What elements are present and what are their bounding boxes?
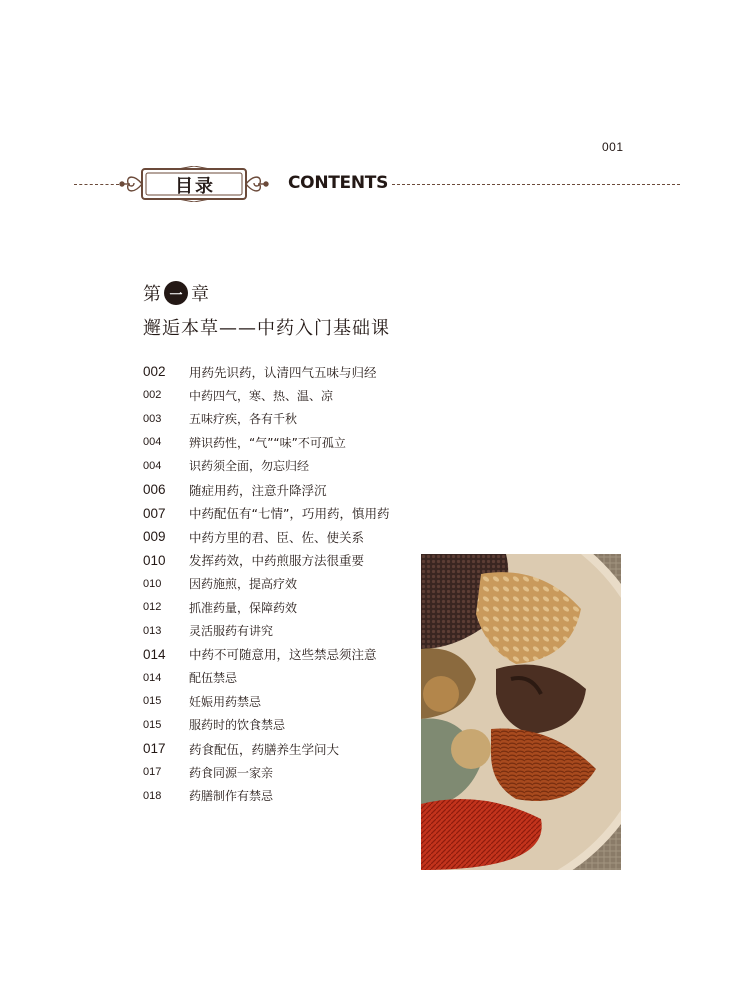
toc-page-number: 007 xyxy=(143,505,166,521)
chapter-prefix: 第 xyxy=(143,284,161,305)
left-flourish-icon xyxy=(120,177,142,191)
toc-entry-title: 中药不可随意用，这些禁忌须注意 xyxy=(189,647,377,663)
toc-list xyxy=(143,360,389,807)
toc-page-number: 018 xyxy=(143,789,162,802)
chapter-number-line xyxy=(143,278,390,308)
toc-entry[interactable] xyxy=(143,595,389,619)
toc-entry-title: 因药施煎，提高疗效 xyxy=(189,577,298,592)
toc-entry[interactable] xyxy=(143,478,389,502)
toc-page-number: 003 xyxy=(143,412,162,425)
contents-label: CONTENTS xyxy=(288,173,389,193)
toc-entry[interactable] xyxy=(143,784,389,808)
toc-entry[interactable] xyxy=(143,384,389,408)
toc-page-number: 014 xyxy=(143,646,166,662)
toc-entry-title: 随症用药，注意升降浮沉 xyxy=(189,482,327,498)
toc-entry-title: 发挥药效，中药煎服方法很重要 xyxy=(189,553,365,569)
toc-entry-title: 药食配伍，药膳养生学问大 xyxy=(189,741,340,757)
toc-entry[interactable] xyxy=(143,619,389,643)
toc-entry[interactable] xyxy=(143,525,389,549)
chapter-heading xyxy=(143,278,390,340)
toc-entry-title: 用药先识药，认清四气五味与归经 xyxy=(189,364,377,380)
page-number: 001 xyxy=(602,140,624,154)
toc-page-number: 012 xyxy=(143,601,162,614)
toc-title: 目录 xyxy=(175,176,215,197)
chapter-title: 邂逅本草——中药入门基础课 xyxy=(143,318,390,339)
toc-entry-title: 妊娠用药禁忌 xyxy=(189,694,262,709)
toc-entry[interactable] xyxy=(143,407,389,431)
toc-entry[interactable] xyxy=(143,666,389,690)
dotted-rule-left xyxy=(74,184,119,185)
toc-entry[interactable] xyxy=(143,548,389,572)
dotted-rule-right xyxy=(392,184,680,185)
toc-entry[interactable] xyxy=(143,501,389,525)
toc-page-number: 004 xyxy=(143,436,162,449)
chapter-number-badge: 一 xyxy=(164,281,188,305)
toc-entry-title: 配伍禁忌 xyxy=(189,671,238,686)
toc-page-number: 009 xyxy=(143,529,166,545)
toc-entry[interactable] xyxy=(143,737,389,761)
toc-entry-title: 识药须全面，勿忘归经 xyxy=(189,459,310,474)
toc-entry[interactable] xyxy=(143,431,389,455)
right-flourish-icon xyxy=(246,177,268,191)
toc-entry[interactable] xyxy=(143,690,389,714)
toc-page-number: 013 xyxy=(143,624,162,637)
toc-entry[interactable] xyxy=(143,360,389,384)
toc-page-number: 010 xyxy=(143,577,162,590)
herb-platter-photo xyxy=(421,554,621,870)
toc-entry[interactable] xyxy=(143,454,389,478)
toc-entry-title: 灵活服药有讲究 xyxy=(189,624,274,639)
toc-page-number: 017 xyxy=(143,741,166,757)
toc-entry[interactable] xyxy=(143,713,389,737)
toc-entry[interactable] xyxy=(143,760,389,784)
toc-page-number: 014 xyxy=(143,671,162,684)
toc-header xyxy=(0,160,750,210)
toc-page-number: 010 xyxy=(143,552,166,568)
toc-entry-title: 中药四气，寒、热、温、凉 xyxy=(189,388,334,403)
toc-page-number: 017 xyxy=(143,766,162,779)
chapter-suffix: 章 xyxy=(191,284,209,305)
toc-page-number: 006 xyxy=(143,482,166,497)
toc-page-number: 004 xyxy=(143,459,162,472)
toc-entry-title: 药膳制作有禁忌 xyxy=(189,789,274,804)
toc-page-number: 015 xyxy=(143,718,162,731)
toc-entry[interactable] xyxy=(143,572,389,596)
toc-entry-title: 中药方里的君、臣、佐、使关系 xyxy=(189,529,365,545)
toc-entry-title: 中药配伍有“七情”，巧用药，慎用药 xyxy=(189,506,390,522)
toc-page-number: 002 xyxy=(143,364,166,380)
toc-page-number: 002 xyxy=(143,389,162,402)
toc-entry-title: 抓准药量，保障药效 xyxy=(189,600,298,615)
toc-entry-title: 服药时的饮食禁忌 xyxy=(189,718,286,733)
toc-entry[interactable] xyxy=(143,643,389,667)
toc-page-number: 015 xyxy=(143,695,162,708)
toc-entry-title: 辨识药性，“气”“味”不可孤立 xyxy=(189,435,346,450)
toc-entry-title: 五味疗疾，各有千秋 xyxy=(189,412,298,427)
toc-entry-title: 药食同源一家亲 xyxy=(189,765,274,780)
